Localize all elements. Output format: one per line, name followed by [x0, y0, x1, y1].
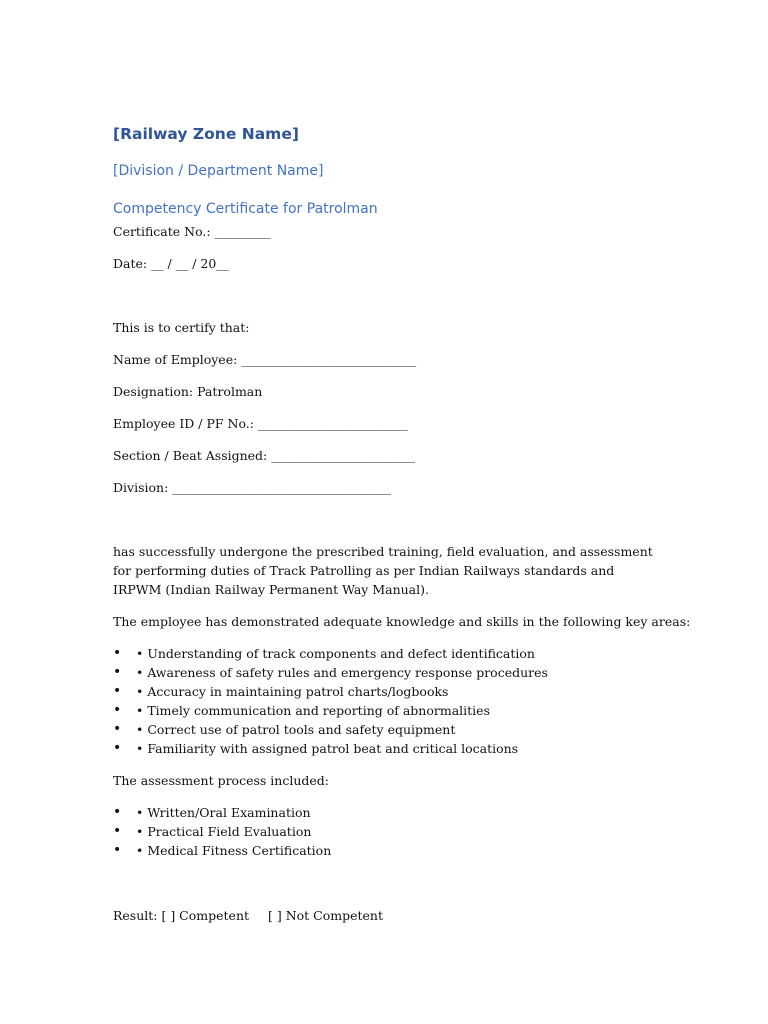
bullet-icon: •	[113, 804, 122, 820]
designation-field: Designation: Patrolman	[113, 384, 263, 399]
bullet-icon: •	[113, 842, 122, 858]
date-field: Date: __ / __ / 20__	[113, 256, 229, 271]
result-competent: Result: [ ] Competent	[113, 908, 250, 923]
bullet-icon: •	[113, 664, 122, 680]
assessment-intro: The assessment process included:	[113, 773, 329, 788]
result-not-competent: [ ] Not Competent	[268, 908, 383, 923]
bullet-icon: •	[113, 823, 122, 839]
bullet-icon: •	[113, 740, 122, 756]
certify-intro: This is to certify that:	[113, 320, 250, 335]
bullet-icon: •	[113, 721, 122, 737]
bullet-icon: •	[113, 683, 122, 699]
division-field: Division: ___________________________________	[113, 480, 392, 495]
employee-name-field: Name of Employee: ____________________________	[113, 352, 417, 367]
certification-statement: has successfully undergone the prescribed training, field evaluation, and assessment for performing duties of Track Patrolling as per Indian Railways standards and IRPWM (Indian Railway Permanent Way Manual).	[113, 544, 653, 597]
railway-zone-heading: [Railway Zone Name]	[113, 125, 299, 143]
section-beat-field: Section / Beat Assigned: _______________________	[113, 448, 415, 463]
key-areas-intro: The employee has demonstrated adequate knowledge and skills in the following key areas:	[113, 614, 691, 629]
bullet-icon: •	[113, 702, 122, 718]
document-page: [Railway Zone Name] [Division / Department Name] Competency Certificate for Patrolman Certificate No.: _________ Date: __ / __ / 20__ This is to certify that: Name of Employee: ____________________________ Designation: Patrolman Employee ID / PF No.: ________________________ Section / Beat Assigned: _______________________ Division: ___________________________________ has successfully undergone the prescribed training, field evaluation, and assessment for performing duties of Track Patrolling as per Indian Railways standards and IRPWM (Indian Railway Permanent Way Manual). The employee has demonstrated adequate knowledge and skills in the following key areas: • • Understanding of track components and defect identification • • Awareness of safety rules and emergency response procedures • • Accuracy in maintaining patrol charts/logbooks • • Timely communication and reporting of abnormalities • • Correct use of patrol tools and safety equipment • • Familiarity with assigned patrol beat and critical locations The assessment process included: • • Written/Oral Examination • • Practical Field Evaluation • • Medical Fitness Certification Result: [ ] Competent [ ] Not Competent	[113, 125, 691, 923]
employee-id-field: Employee ID / PF No.: ________________________	[113, 416, 408, 431]
bullet-icon: •	[113, 645, 122, 661]
certificate-title: Competency Certificate for Patrolman	[113, 201, 378, 217]
certificate-number-field: Certificate No.: _________	[113, 224, 271, 239]
division-heading: [Division / Department Name]	[113, 163, 324, 179]
